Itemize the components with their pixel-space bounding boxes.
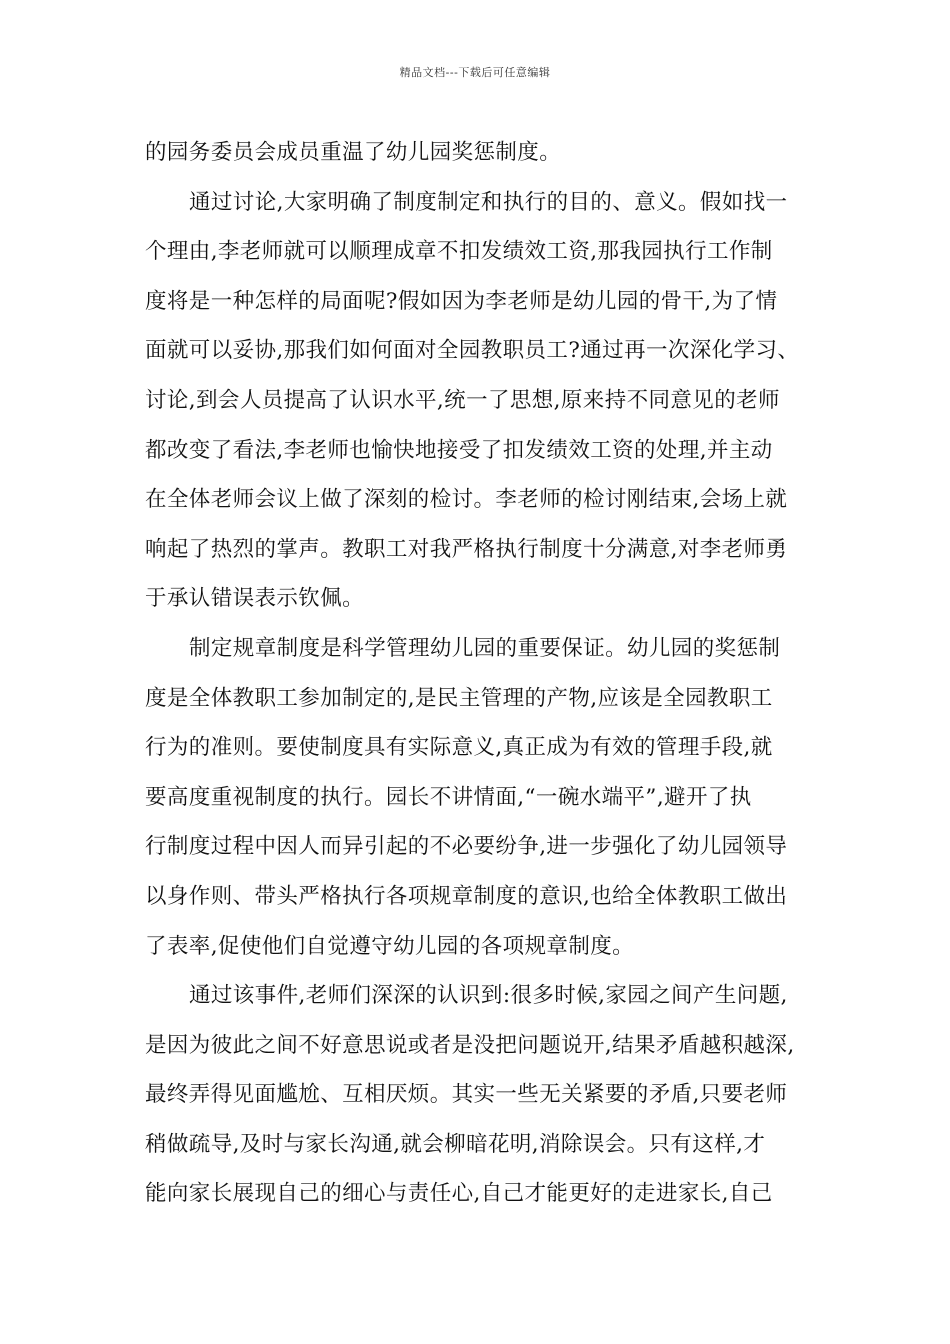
paragraph-first-line: 制定规章制度是科学管理幼儿园的重要保证。幼儿园的奖惩制 <box>189 635 781 661</box>
text-line: 度将是一种怎样的局面呢?假如因为李老师是幼儿园的骨干,为了情 <box>145 288 778 314</box>
text-line: 都改变了看法,李老师也愉快地接受了扣发绩效工资的处理,并主动 <box>145 437 773 463</box>
text-line: 在全体老师会议上做了深刻的检讨。李老师的检讨刚结束,会场上就 <box>145 487 788 513</box>
text-line: 稍做疏导,及时与家长沟通,就会柳暗花明,消除误会。只有这样,才 <box>145 1131 766 1157</box>
text-line: 的园务委员会成员重温了幼儿园奖惩制度。 <box>145 140 562 165</box>
text-line: 度是全体教职工参加制定的,是民主管理的产物,应该是全园教职工 <box>145 685 773 711</box>
text-line: 讨论,到会人员提高了认识水平,统一了思想,原来持不同意见的老师 <box>145 387 780 413</box>
paragraph-first-line: 通过讨论,大家明确了制度制定和执行的目的、意义。假如找一 <box>189 189 788 215</box>
text-line: 个理由,李老师就可以顺理成章不扣发绩效工资,那我园执行工作制 <box>145 239 773 265</box>
text-line: 以身作则、带头严格执行各项规章制度的意识,也给全体教职工做出 <box>145 883 788 909</box>
text-line: 了表率,促使他们自觉遵守幼儿园的各项规章制度。 <box>145 933 635 959</box>
text-line: 行为的准则。要使制度具有实际意义,真正成为有效的管理手段,就 <box>145 735 773 761</box>
text-line: 面就可以妥协,那我们如何面对全园教职员工?通过再一次深化学习、 <box>145 338 800 364</box>
text-line: 要高度重视制度的执行。园长不讲情面,“一碗水端平”,避开了执 <box>145 784 752 810</box>
text-line: 行制度过程中因人而异引起的不必要纷争,进一步强化了幼儿园领导 <box>145 834 788 860</box>
text-line: 于承认错误表示钦佩。 <box>145 586 365 612</box>
text-line: 是因为彼此之间不好意思说或者是没把问题说开,结果矛盾越积越深, <box>145 1032 795 1058</box>
document-body <box>145 133 815 1224</box>
text-line: 响起了热烈的掌声。教职工对我严格执行制度十分满意,对李老师勇 <box>145 536 788 562</box>
text-line: 最终弄得见面尴尬、互相厌烦。其实一些无关紧要的矛盾,只要老师 <box>145 1082 788 1108</box>
text-line: 能向家长展现自己的细心与责任心,自己才能更好的走进家长,自己 <box>145 1181 773 1207</box>
paragraph-first-line: 通过该事件,老师们深深的认识到:很多时候,家园之间产生问题, <box>189 983 788 1009</box>
page-header: 精品文档---下载后可任意编辑 <box>399 66 551 79</box>
